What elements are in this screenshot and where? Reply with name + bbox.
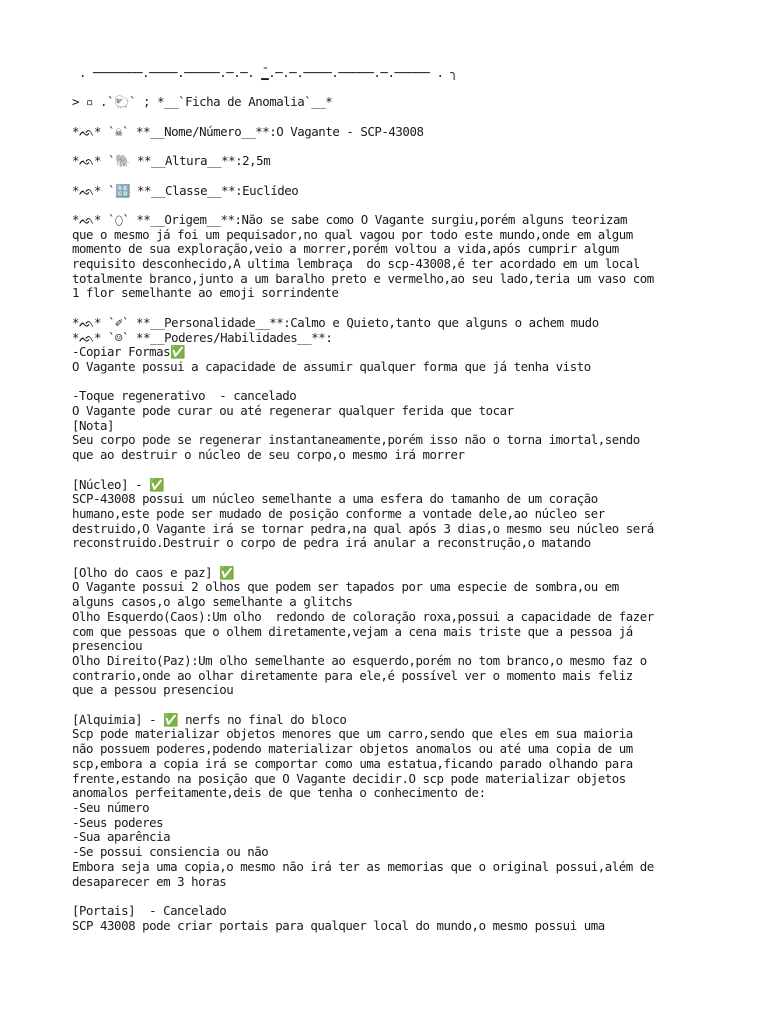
toque-line: [Nota]	[72, 417, 115, 433]
copiar-formas-title: -Copiar Formas✅	[72, 344, 186, 360]
spacer	[72, 169, 712, 184]
nucleo-line: reconstruido.Destruir o corpo de pedra irá anular a reconstrução,o matando	[72, 535, 591, 551]
origem-line: momento de sua exploração,veio a morrer,porém voltou a vida,após cumprir algum	[72, 241, 619, 257]
olho-line: com que pessoas que o olhem diretamente,vejam a cena mais triste que a pessoa já	[72, 623, 633, 639]
section-nucleo	[72, 478, 712, 552]
section-origem	[72, 213, 712, 301]
origem-line: 1 flor semelhante ao emoji sorrindente	[72, 285, 339, 301]
nucleo-line: SCP-43008 possui um núcleo semelhante a uma esfera do tamanho de um coração	[72, 491, 598, 507]
section-toque	[72, 389, 712, 463]
origem-line: *ᨒ* `⬯` **__Origem__**:Não se sabe como O Vagante surgiu,porém alguns teorizam	[72, 211, 628, 227]
spacer	[72, 889, 712, 904]
portais-line: [Portais] - Cancelado	[72, 902, 227, 918]
toque-line: Seu corpo pode se regenerar instantaneamente,porém isso não o torna imortal,sendo	[72, 432, 640, 448]
alquimia-line: Embora seja uma copia,o mesmo não irá ter as memorias que o original possui,além de	[72, 858, 654, 874]
section-alquimia	[72, 713, 712, 889]
alquimia-line: não possuem poderes,podendo materializar objetos anomalos ou até uma copia de um	[72, 741, 633, 757]
spacer	[72, 463, 712, 478]
alquimia-line: desaparecer em 3 horas	[72, 873, 227, 889]
alquimia-line: anomalos perfeitamente,deis de que tenha o conhecimento de:	[72, 785, 486, 801]
origem-line: totalmente branco,junto a um baralho preto e vermelho,ao seu lado,teria um vaso com	[72, 270, 654, 286]
alquimia-line: -Seus poderes	[72, 814, 164, 830]
portais-line: SCP 43008 pode criar portais para qualquer local do mundo,o mesmo possui uma	[72, 917, 605, 933]
spacer	[72, 698, 712, 713]
olho-line: que a pessou presenciou	[72, 682, 234, 698]
spacer	[72, 198, 712, 213]
field-height: *ᨒ* `🐘 **__Altura__**:2,5m	[72, 153, 271, 169]
olho-line: alguns casos,o algo semelhante a glitchs	[72, 594, 353, 610]
alquimia-line: -Sua aparência	[72, 829, 171, 845]
olho-line: presenciou	[72, 638, 143, 654]
spacer	[72, 110, 712, 125]
toque-line: -Toque regenerativo - cancelado	[72, 388, 297, 404]
nucleo-line: destruido,O Vagante irá se tornar pedra,na qual após 3 dias,o mesmo seu núcleo será	[72, 520, 654, 536]
olho-line: O Vagante possui 2 olhos que podem ser tapados por uma especie de sombra,ou em	[72, 579, 619, 595]
spacer	[72, 551, 712, 566]
spacer	[72, 139, 712, 154]
document-page	[72, 66, 712, 933]
olho-line: contrario,onde ao olhar diretamente para ele,é possível ver o momento mais feliz	[72, 667, 633, 683]
nucleo-line: [Núcleo] - ✅	[72, 476, 165, 492]
section-personalidade	[72, 316, 712, 375]
section-portais	[72, 904, 712, 933]
olho-line: [Olho do caos e paz] ✅	[72, 564, 235, 580]
nucleo-line: humano,este pode ser mudado de posição conforme a vontade dele,ao núcleo ser	[72, 505, 605, 521]
decorative-divider: . ───────.────.─────.─.─. ̄▁.─.─.────.─────.─.───── . ╮	[72, 65, 458, 80]
origem-line: requisito desconhecido,A ultima lembraça do scp-43008,é ter acordado em um local	[72, 256, 640, 272]
alquimia-line: [Alquimia] - ✅ nerfs no final do bloco	[72, 711, 347, 727]
alquimia-line: scp,embora a copia irá se comportar como uma estatua,ficando parado olhando para	[72, 755, 633, 771]
field-name: *ᨒ* `☠` **__Nome/Número__**:O Vagante - SCP-43008	[72, 123, 424, 139]
sheet-header: > ▫ .`🐑` ; *__`Ficha de Anomalia`__*	[72, 94, 333, 110]
toque-line: O Vagante pode curar ou até regenerar qualquer ferida que tocar	[72, 403, 514, 419]
alquimia-line: -Seu número	[72, 800, 150, 815]
poderes-line: *ᨒ* `☺` **__Poderes/Habilidades__**:	[72, 329, 333, 345]
field-class: *ᨒ* `🔠 **__Classe__**:Euclídeo	[72, 182, 299, 198]
spacer	[72, 81, 712, 96]
origem-line: que o mesmo já foi um pequisador,no qual vagou por todo este mundo,onde em algum	[72, 226, 633, 242]
alquimia-line: -Se possui consiencia ou não	[72, 844, 269, 860]
spacer	[72, 301, 712, 316]
olho-line: Olho Direito(Paz):Um olho semelhante ao esquerdo,porém no tom branco,o mesmo faz o	[72, 652, 647, 668]
alquimia-line: frente,estando na posição que O Vagante decidir.O scp pode materializar objetos	[72, 770, 626, 786]
olho-line: Olho Esquerdo(Caos):Um olho redondo de coloração roxa,possui a capacidade de fazer	[72, 608, 654, 624]
toque-line: que ao destruir o núcleo de seu corpo,o mesmo irá morrer	[72, 447, 465, 463]
spacer	[72, 375, 712, 390]
section-olho	[72, 566, 712, 698]
personalidade-line: *ᨒ* `✐` **__Personalidade__**:Calmo e Quieto,tanto que alguns o achem mudo	[72, 314, 599, 330]
alquimia-line: Scp pode materializar objetos menores que um carro,sendo que eles em sua maioria	[72, 726, 633, 742]
copiar-formas-text: O Vagante possui a capacidade de assumir qualquer forma que já tenha visto	[72, 358, 591, 374]
